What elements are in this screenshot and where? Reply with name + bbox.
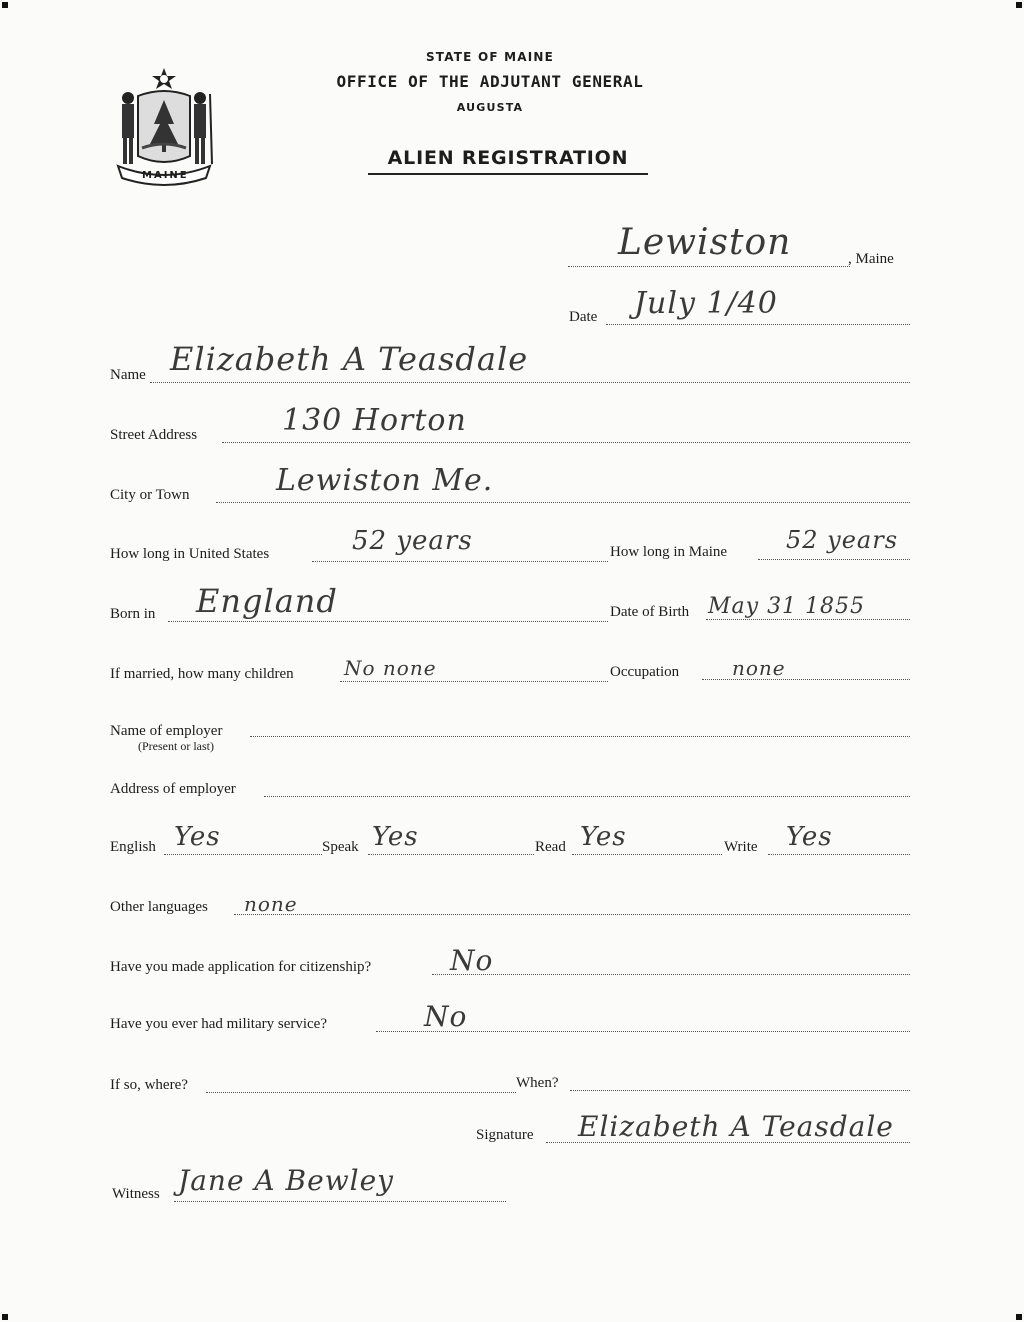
born-in-label: Born in bbox=[110, 606, 156, 622]
when-label: When? bbox=[516, 1075, 559, 1091]
other-languages-line bbox=[234, 914, 910, 915]
write-label: Write bbox=[724, 839, 758, 855]
military-label: Have you ever had military service? bbox=[110, 1016, 327, 1032]
speak-value: Yes bbox=[372, 822, 419, 852]
maine-label: , Maine bbox=[848, 251, 894, 267]
city-label: City or Town bbox=[110, 487, 190, 503]
speak-line bbox=[368, 854, 534, 855]
corner-mark bbox=[1016, 1314, 1022, 1320]
city-heading: AUGUSTA bbox=[456, 101, 524, 114]
how-long-maine-label: How long in Maine bbox=[610, 544, 728, 560]
street-line bbox=[222, 442, 910, 443]
write-value: Yes bbox=[786, 822, 833, 852]
employer-name-line bbox=[250, 736, 910, 737]
how-long-us-value: 52 years bbox=[352, 526, 473, 556]
other-languages-value: none bbox=[244, 892, 298, 916]
english-value: Yes bbox=[174, 822, 221, 852]
read-label: Read bbox=[535, 839, 566, 855]
name-value: Elizabeth A Teasdale bbox=[170, 340, 529, 378]
children-value: No none bbox=[344, 656, 437, 680]
how-long-us-line bbox=[312, 561, 608, 562]
employer-address-label: Address of employer bbox=[110, 781, 236, 797]
dob-value: May 31 1855 bbox=[708, 594, 866, 619]
place-line bbox=[568, 266, 850, 267]
date-value: July 1/40 bbox=[634, 286, 778, 321]
where-label: If so, where? bbox=[110, 1077, 188, 1093]
children-line bbox=[340, 681, 608, 682]
date-line bbox=[606, 324, 910, 325]
name-line bbox=[150, 382, 910, 383]
occupation-label: Occupation bbox=[610, 664, 680, 680]
place-value: Lewiston bbox=[618, 222, 792, 263]
dob-label: Date of Birth bbox=[610, 604, 690, 620]
state-heading: STATE OF MAINE bbox=[425, 50, 555, 64]
read-line bbox=[572, 854, 722, 855]
citizenship-line bbox=[432, 974, 910, 975]
corner-mark bbox=[2, 1314, 8, 1320]
how-long-maine-value: 52 years bbox=[786, 526, 899, 554]
signature-label: Signature bbox=[476, 1127, 534, 1143]
citizenship-value: No bbox=[450, 944, 494, 977]
seal-banner-text: MAINE bbox=[142, 170, 189, 181]
date-label: Date bbox=[569, 309, 598, 325]
citizenship-label: Have you made application for citizenship? bbox=[110, 959, 372, 975]
english-label: English bbox=[110, 839, 156, 855]
witness-value: Jane A Bewley bbox=[178, 1164, 394, 1197]
name-label: Name bbox=[110, 367, 146, 383]
other-languages-label: Other languages bbox=[110, 899, 208, 915]
city-value: Lewiston Me. bbox=[276, 463, 494, 498]
how-long-maine-line bbox=[758, 559, 910, 560]
write-line bbox=[768, 854, 910, 855]
street-value: 130 Horton bbox=[282, 403, 467, 438]
english-line bbox=[164, 854, 322, 855]
read-value: Yes bbox=[580, 822, 627, 852]
when-line bbox=[570, 1090, 910, 1091]
office-heading: OFFICE OF THE ADJUTANT GENERAL bbox=[336, 72, 644, 91]
where-line bbox=[206, 1092, 516, 1093]
employer-address-line bbox=[264, 796, 910, 797]
employer-name-label: Name of employer bbox=[110, 723, 223, 739]
occupation-value: none bbox=[732, 656, 786, 680]
corner-mark bbox=[1016, 2, 1022, 8]
born-in-value: England bbox=[196, 582, 338, 620]
form-title: ALIEN REGISTRATION bbox=[368, 147, 648, 175]
witness-line bbox=[174, 1201, 506, 1202]
city-line bbox=[216, 502, 910, 503]
children-label: If married, how many children bbox=[110, 666, 294, 682]
corner-mark bbox=[2, 2, 8, 8]
dob-line bbox=[706, 619, 910, 620]
street-label: Street Address bbox=[110, 427, 198, 443]
signature-value: Elizabeth A Teasdale bbox=[578, 1110, 894, 1143]
born-in-line bbox=[168, 621, 608, 622]
how-long-us-label: How long in United States bbox=[110, 546, 270, 562]
speak-label: Speak bbox=[322, 839, 359, 855]
employer-note: (Present or last) bbox=[138, 739, 214, 753]
witness-label: Witness bbox=[112, 1186, 160, 1202]
military-value: No bbox=[424, 1000, 468, 1033]
